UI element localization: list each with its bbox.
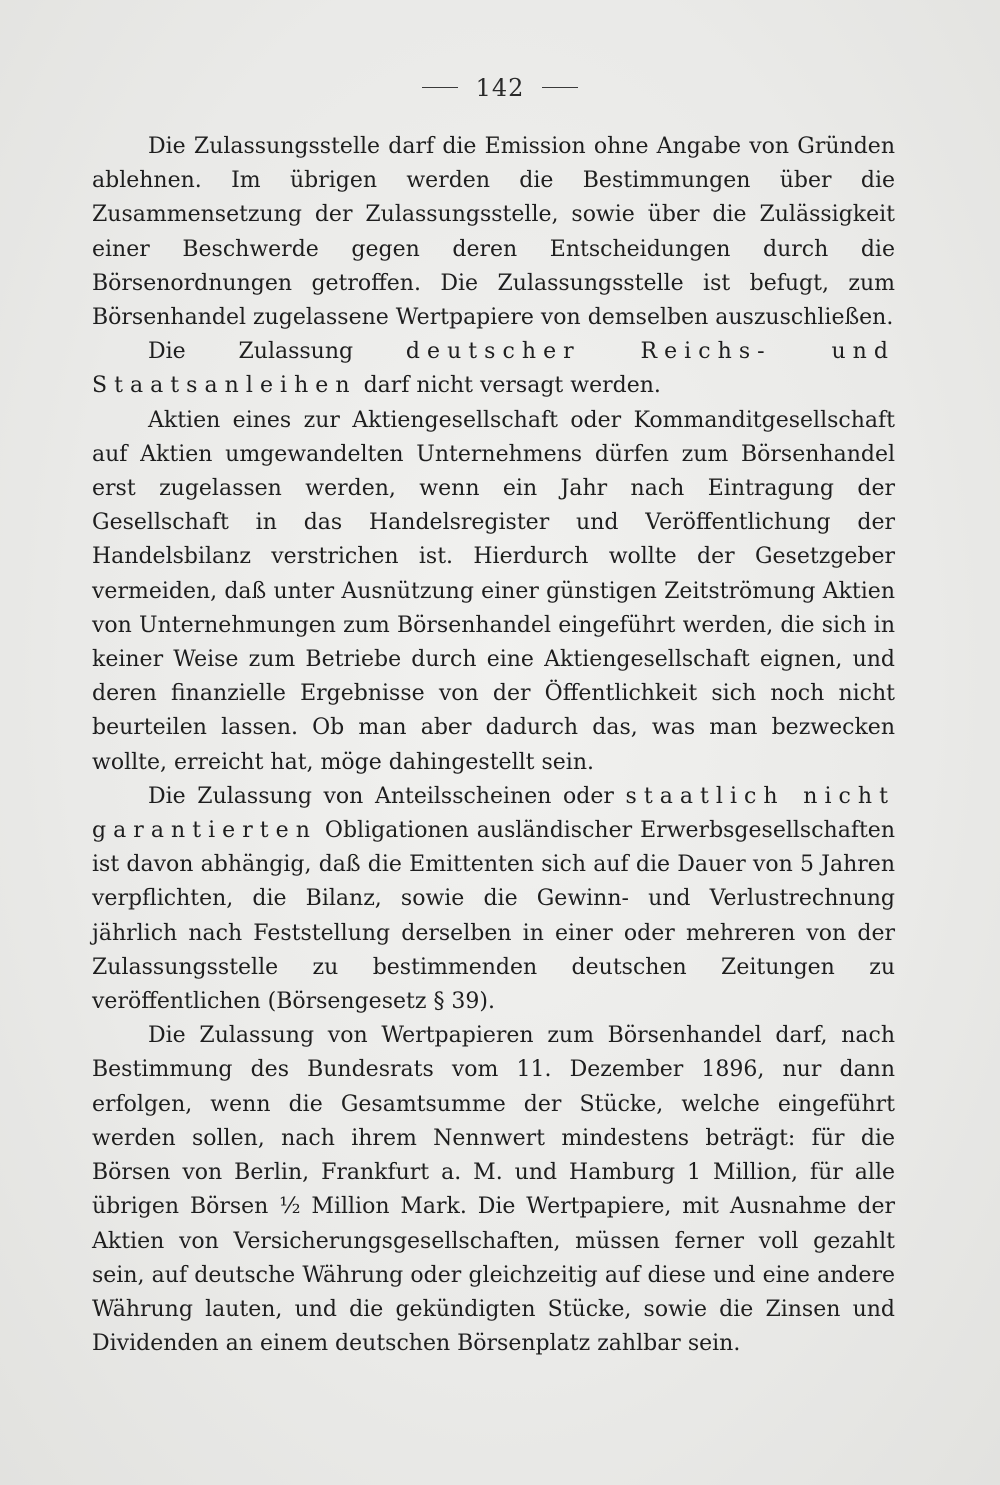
page-number: 142 <box>475 74 525 102</box>
paragraph-5-text: Die Zulassung von Wertpapieren zum Börsenhandel darf, nach Bestimmung des Bundesrats vom 11. Dezember 1896, nur dann erfolgen, wenn die Gesamtsumme der Stücke, welche eingeführt werden sollen, nach ihrem Nennwert mindestens beträgt: für die Börsen von Berlin, Frankfurt a. M. und Hamburg 1 Million, für alle übrigen Börsen ½ Million Mark. Die Wertpapiere, mit Ausnahme der Aktien von Versicherungsgesellschaften, müssen ferner voll gezahlt sein, auf deutsche Währung oder gleichzeitig auf diese und eine andere Währung lauten, und die gekündigten Stücke, sowie die Zinsen und Dividenden an einem deutschen Börsenplatz zahlbar sein. <box>92 1023 895 1357</box>
paragraph-2 <box>92 335 895 403</box>
paragraph-5 <box>92 1019 895 1361</box>
paragraph-4-spaced-emphasis: staatlich nicht garantierten <box>92 783 895 844</box>
paragraph-1-text: Die Zulassungsstelle darf die Emission ohne Angabe von Gründen ablehnen. Im übrigen werden die Bestimmungen über die Zusammensetzung der Zulassungsstelle, sowie über die Zulässigkeit einer Beschwerde gegen deren Entscheidungen durch die Börsenordnungen getroffen. Die Zulassungsstelle ist befugt, zum Börsenhandel zugelassene Wertpapiere von demselben auszuschließen. <box>92 134 895 331</box>
paragraph-3-text: Aktien eines zur Aktiengesellschaft oder Kommanditgesellschaft auf Aktien umgewandelten Unternehmens dürfen zum Börsenhandel erst zugelassen werden, wenn ein Jahr nach Eintragung der Gesellschaft in das Handelsregister und Veröffentlichung der Handelsbilanz verstrichen ist. Hierdurch wollte der Gesetzgeber vermeiden, daß unter Ausnützung einer günstigen Zeitströmung Aktien von Unternehmungen zum Börsenhandel eingeführt werden, die sich in keiner Weise zum Betriebe durch eine Aktiengesellschaft eignen, und deren finanzielle Ergebnisse von der Öffentlichkeit sich noch nicht beurteilen lassen. Ob man aber dadurch das, was man bezwecken wollte, erreicht hat, möge dahingestellt sein. <box>92 407 895 775</box>
paragraph-1 <box>92 130 895 335</box>
paragraph-4-text-b: Obligationen ausländischer Erwerbsgesellschaften ist davon abhängig, daß die Emittenten sich auf die Dauer von 5 Jahren verpflichten, die Bilanz, sowie die Gewinn- und Verlustrechnung jährlich nach Feststellung derselben in einer oder mehreren von der Zulassungsstelle zu bestimmenden deutschen Zeitungen zu veröffentlichen (Börsengesetz § 39). <box>92 818 895 1015</box>
paragraph-3 <box>92 404 895 780</box>
paragraph-4-text-a: Die Zulassung von Anteilsscheinen oder <box>148 783 626 809</box>
right-dash <box>542 87 578 88</box>
left-dash <box>422 87 458 88</box>
page-header <box>0 74 1000 102</box>
body-text <box>92 130 895 1361</box>
paragraph-2-text-a: Die Zulassung <box>148 339 406 365</box>
paragraph-4 <box>92 780 895 1019</box>
paragraph-2-spaced-emphasis: deutscher Reichs- und Staatsanleihen <box>92 339 895 399</box>
paragraph-2-text-b: darf nicht versagt werden. <box>356 373 661 399</box>
